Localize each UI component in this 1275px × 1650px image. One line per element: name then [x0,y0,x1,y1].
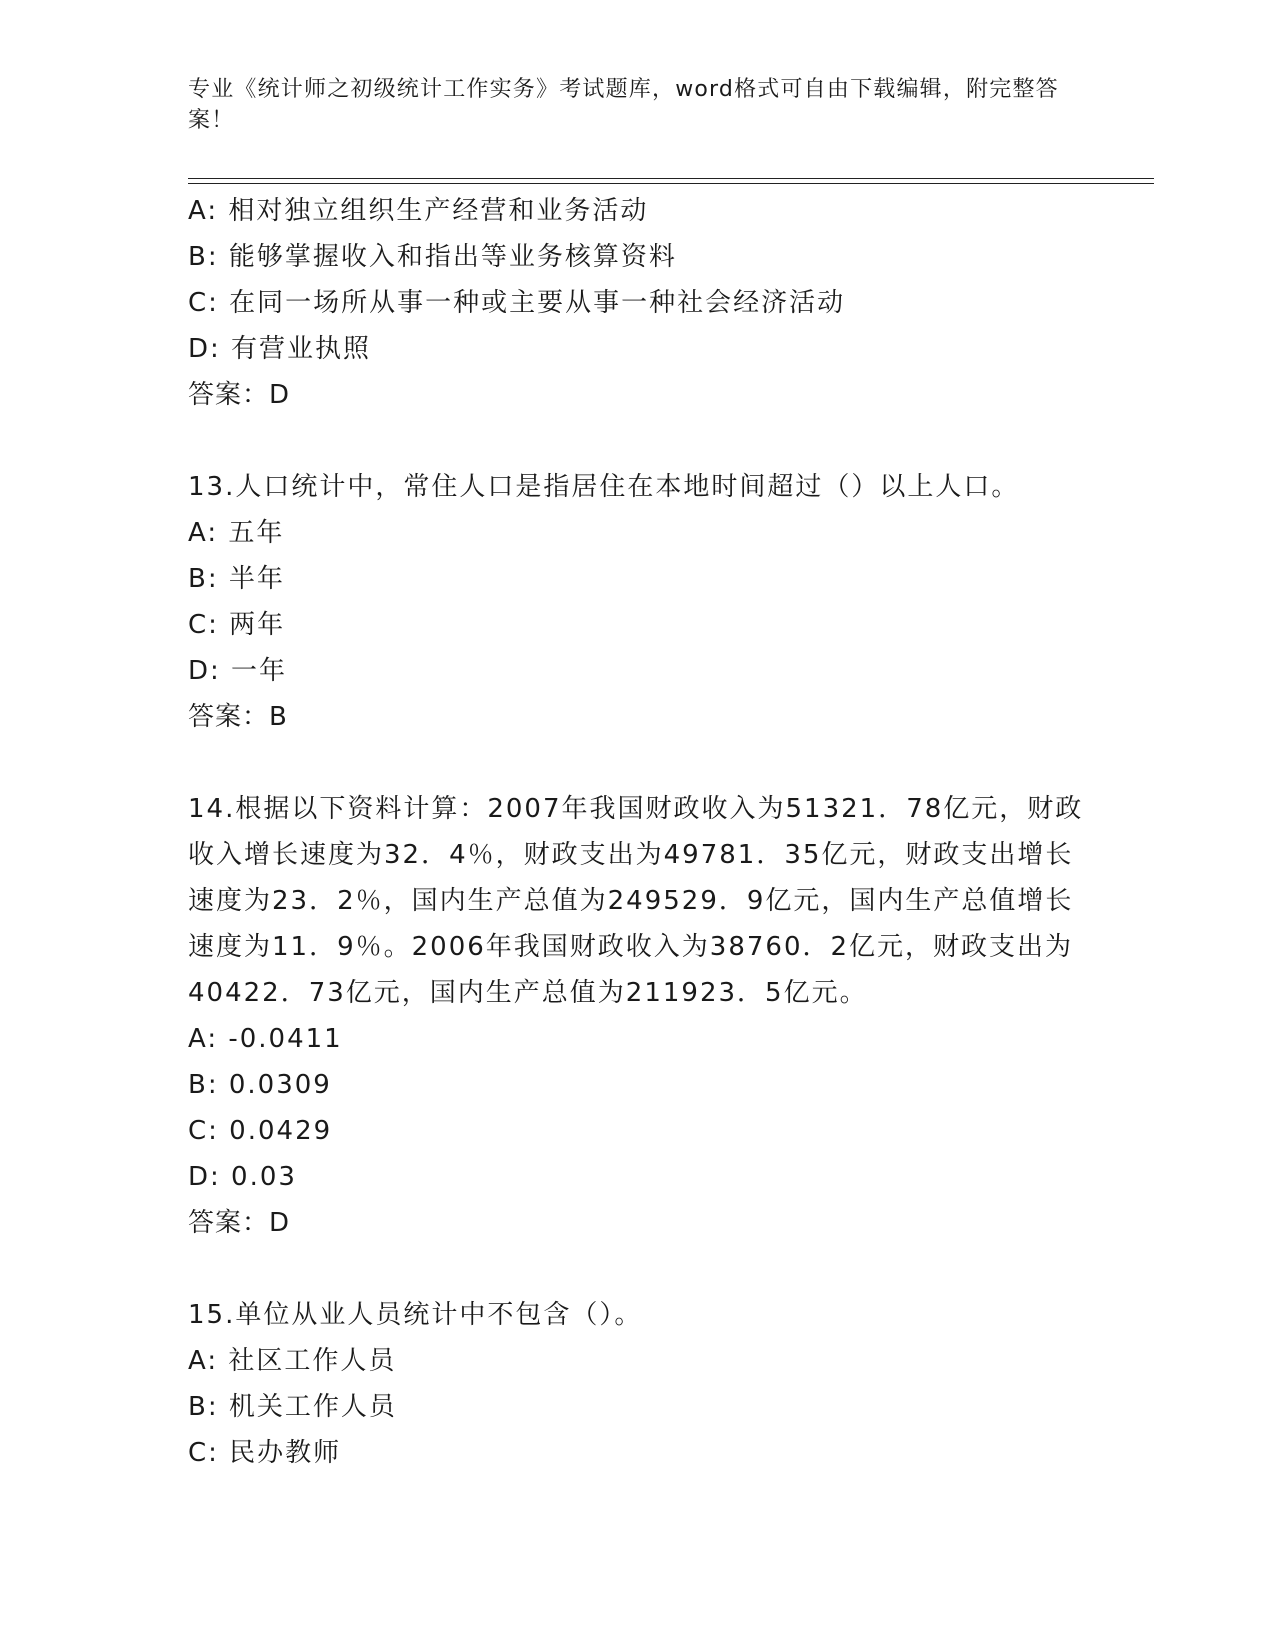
question-stem: 13.人口统计中，常住人口是指居住在本地时间超过（）以上人口。 [188,472,1020,502]
option-b: B: 半年 [188,564,285,594]
option-c: C: 两年 [188,610,286,640]
option-a: A: -0.0411 [188,1024,343,1054]
question-stem-line: 40422．73亿元，国内生产总值为211923．5亿元。 [188,978,868,1008]
spacer [188,418,1088,464]
spacer [188,740,1088,786]
option-a: A: 五年 [188,518,285,548]
document-header: 专业《统计师之初级统计工作实务》考试题库，word格式可自由下载编辑，附完整答案！ [188,77,1059,133]
question-stem: 15.单位从业人员统计中不包含（）。 [188,1300,643,1330]
answer: 答案：D [188,1208,291,1238]
question-stem-line: 14.根据以下资料计算：2007年我国财政收入为51321．78亿元，财政 [188,794,1084,824]
option-b: B: 0.0309 [188,1070,332,1100]
answer: 答案：B [188,702,288,732]
option-c: C: 在同一场所从事一种或主要从事一种社会经济活动 [188,288,846,318]
header-rule-bottom [188,183,1154,184]
option-d: D: 有营业执照 [188,334,372,364]
spacer [188,1246,1088,1292]
question-stem-line: 速度为11．9％。2006年我国财政收入为38760．2亿元，财政支出为 [188,932,1074,962]
option-c: C: 民办教师 [188,1438,342,1468]
question-15 [188,1292,1088,1476]
option-d: D: 一年 [188,656,288,686]
option-d: D: 0.03 [188,1162,297,1192]
answer: 答案：D [188,380,291,410]
header-rule-top [188,178,1154,179]
question-14 [188,786,1088,1246]
question-12 [188,188,1088,418]
option-c: C: 0.0429 [188,1116,333,1146]
option-a: A: 相对独立组织生产经营和业务活动 [188,196,649,226]
option-b: B: 能够掌握收入和指出等业务核算资料 [188,242,677,272]
question-content [188,188,1088,1476]
option-a: A: 社区工作人员 [188,1346,397,1376]
question-13 [188,464,1088,740]
option-b: B: 机关工作人员 [188,1392,397,1422]
question-stem-line: 收入增长速度为32．4％，财政支出为49781．35亿元，财政支出增长 [188,840,1074,870]
question-stem-line: 速度为23．2％，国内生产总值为249529．9亿元，国内生产总值增长 [188,886,1074,916]
